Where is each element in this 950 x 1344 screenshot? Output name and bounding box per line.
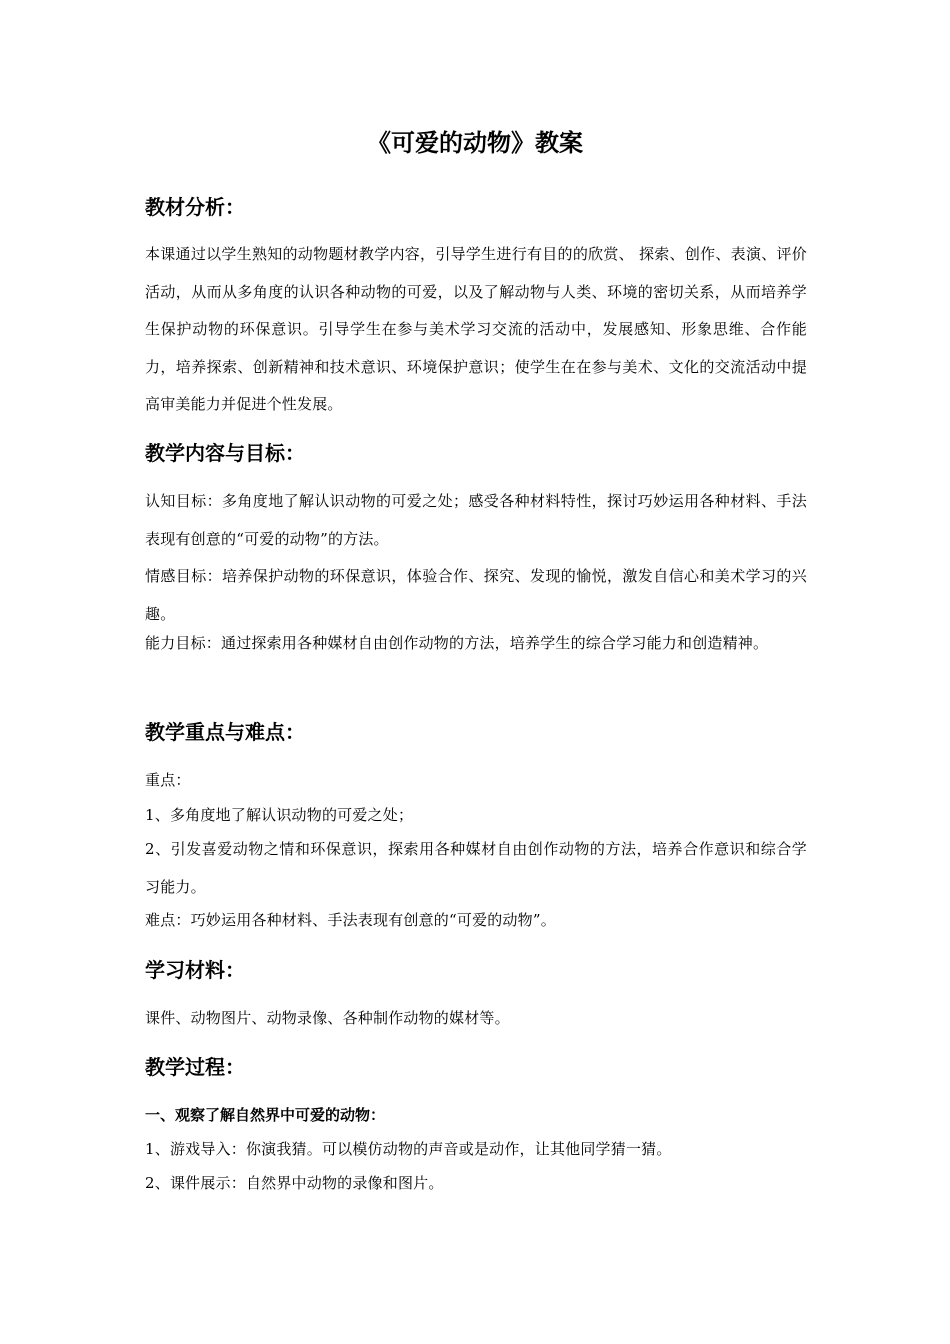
section-heading-analysis: 教材分析：: [145, 195, 245, 219]
key-label: 重点：: [145, 771, 191, 789]
section-heading-goals: 教学内容与目标：: [145, 441, 305, 465]
emotional-goal: 情感目标：培养保护动物的环保意识，体验合作、探究、发现的愉悦，激发自信心和美术学习的兴趣。: [145, 567, 807, 623]
difficulty-point: 难点：巧妙运用各种材料、手法表现有创意的“可爱的动物”。: [145, 911, 556, 929]
process-step-1-2: 2、课件展示：自然界中动物的录像和图片。: [145, 1174, 444, 1192]
ability-goal: 能力目标：通过探索用各种媒材自由创作动物的方法，培养学生的综合学习能力和创造精神。: [145, 634, 769, 652]
section-heading-key-points: 教学重点与难点：: [145, 720, 305, 744]
section-heading-materials: 学习材料：: [145, 958, 245, 982]
cognitive-goal: 认知目标：多角度地了解认识动物的可爱之处；感受各种材料特性，探讨巧妙运用各种材料、手法表现有创意的“可爱的动物”的方法。: [145, 492, 807, 548]
analysis-paragraph: 本课通过以学生熟知的动物题材教学内容，引导学生进行有目的的欣赏、 探索、创作、表演、评价活动，从而从多角度的认识各种动物的可爱，以及了解动物与人类、环境的密切关系，从而培养学生保护动物的环保意识。引导学生在参与美术学习交流的活动中，发展感知、形象思维、合作能力，培养探索、创新精神和技术意识、环境保护意识；使学生在在参与美术、文化的交流活动中提高审美能力并促进个性发展。: [145, 245, 807, 413]
document-title: 《可爱的动物》教案: [367, 129, 583, 157]
materials-list: 课件、动物图片、动物录像、各种制作动物的媒材等。: [145, 1009, 510, 1027]
process-step-1-1: 1、游戏导入：你演我猜。可以模仿动物的声音或是动作，让其他同学猜一猜。: [145, 1140, 672, 1158]
key-point-1: 1、多角度地了解认识动物的可爱之处；: [145, 806, 414, 824]
section-heading-process: 教学过程：: [145, 1055, 245, 1079]
process-step-1-title: 一、观察了解自然界中可爱的动物：: [145, 1106, 386, 1124]
key-point-2: 2、引发喜爱动物之情和环保意识，探索用各种媒材自由创作动物的方法，培养合作意识和综合学习能力。: [145, 840, 807, 896]
